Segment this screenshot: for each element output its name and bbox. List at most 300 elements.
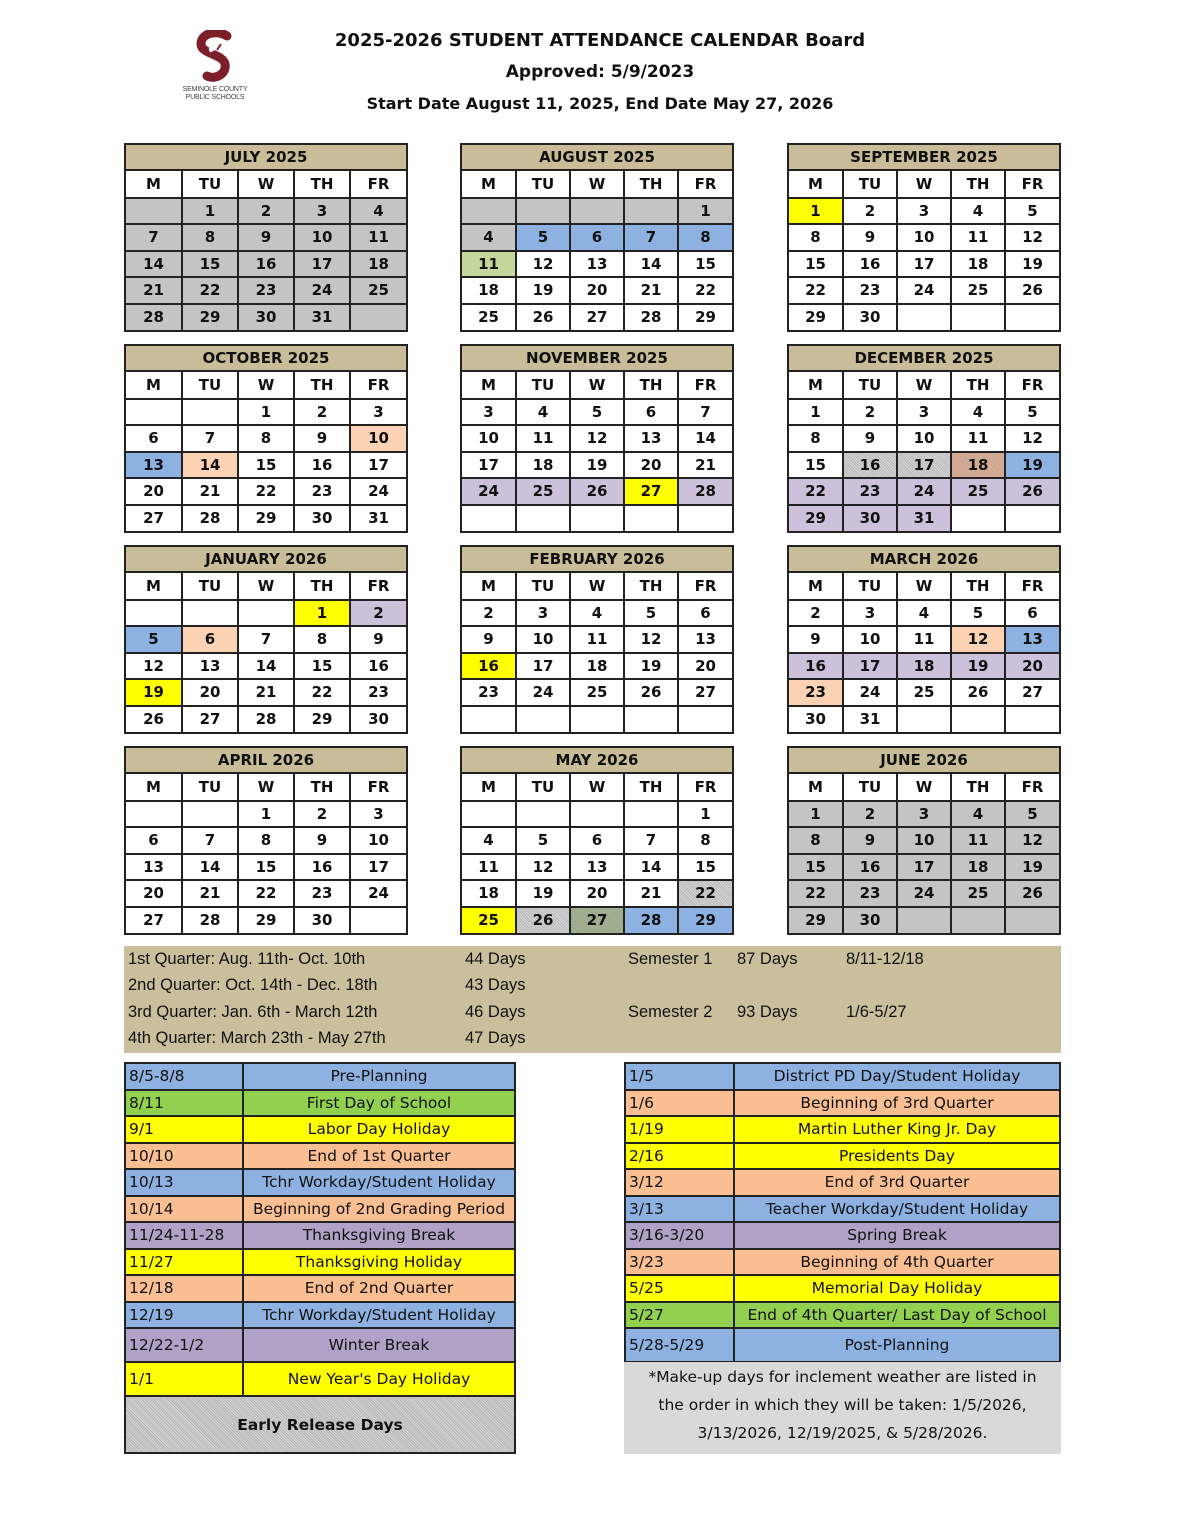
- legend-label: Beginning of 2nd Grading Period: [243, 1196, 515, 1223]
- quarter-days: 46 Days: [465, 1003, 526, 1021]
- empty-day-cell: [126, 198, 182, 225]
- empty-day-cell: [126, 801, 182, 828]
- day-cell: 6: [570, 224, 624, 251]
- day-cell: 28: [624, 304, 678, 331]
- legend-date: 2/16: [625, 1143, 734, 1170]
- legend-date: 1/19: [625, 1116, 734, 1143]
- day-cell: 4: [462, 827, 516, 854]
- day-cell: 14: [238, 653, 294, 680]
- weekday-header-row: [126, 573, 406, 600]
- legend-row: [625, 1169, 1060, 1196]
- empty-day-cell: [126, 600, 182, 627]
- day-cell: 30: [350, 706, 406, 733]
- day-cell: 16: [350, 653, 406, 680]
- legend-row: [125, 1116, 515, 1143]
- empty-day-cell: [1005, 304, 1059, 331]
- week-row: [462, 505, 732, 532]
- day-cell: 12: [624, 626, 678, 653]
- day-cell: 9: [843, 425, 897, 452]
- day-cell: 8: [789, 425, 843, 452]
- day-cell: 15: [678, 854, 732, 881]
- day-cell: 15: [789, 251, 843, 278]
- day-cell: 27: [624, 478, 678, 505]
- weekday-label: TH: [951, 171, 1005, 198]
- day-cell: 24: [516, 679, 570, 706]
- legend-date: 3/16-3/20: [625, 1222, 734, 1249]
- weekday-header-row: [789, 774, 1059, 801]
- empty-day-cell: [951, 304, 1005, 331]
- day-cell: 16: [294, 452, 350, 479]
- day-cell: 3: [843, 600, 897, 627]
- day-cell: 12: [516, 251, 570, 278]
- day-cell: 19: [126, 679, 182, 706]
- week-row: [126, 277, 406, 304]
- day-cell: 13: [126, 854, 182, 881]
- legend-row: [625, 1328, 1060, 1362]
- week-row: [462, 251, 732, 278]
- day-cell: 4: [951, 801, 1005, 828]
- week-row: [126, 224, 406, 251]
- day-cell: 3: [294, 198, 350, 225]
- day-cell: 18: [350, 251, 406, 278]
- empty-day-cell: [678, 706, 732, 733]
- empty-day-cell: [516, 198, 570, 225]
- day-cell: 15: [294, 653, 350, 680]
- day-cell: 15: [789, 452, 843, 479]
- day-cell: 1: [238, 801, 294, 828]
- week-row: [126, 304, 406, 331]
- weekday-label: TH: [951, 372, 1005, 399]
- day-cell: 30: [843, 907, 897, 934]
- day-cell: 2: [843, 399, 897, 426]
- month-title: DECEMBER 2025: [789, 346, 1059, 372]
- day-cell: 1: [789, 399, 843, 426]
- day-cell: 22: [238, 880, 294, 907]
- day-cell: 18: [462, 277, 516, 304]
- day-cell: 2: [843, 801, 897, 828]
- day-cell: 25: [951, 478, 1005, 505]
- empty-day-cell: [951, 706, 1005, 733]
- week-row: [462, 478, 732, 505]
- weekday-label: FR: [678, 171, 732, 198]
- weekday-header-row: [462, 372, 732, 399]
- legend-row: [625, 1302, 1060, 1329]
- day-cell: 20: [126, 880, 182, 907]
- weekday-label: W: [897, 171, 951, 198]
- day-cell: 1: [789, 801, 843, 828]
- day-cell: 6: [678, 600, 732, 627]
- legend-date: 10/14: [125, 1196, 243, 1223]
- weekday-label: TU: [843, 171, 897, 198]
- page-title: 2025-2026 STUDENT ATTENDANCE CALENDAR Board: [334, 30, 866, 51]
- day-cell: 21: [182, 478, 238, 505]
- day-cell: 21: [182, 880, 238, 907]
- day-cell: 26: [1005, 880, 1059, 907]
- legend-date: 12/22-1/2: [125, 1328, 243, 1362]
- day-cell: 15: [238, 854, 294, 881]
- day-cell: 25: [570, 679, 624, 706]
- day-cell: 26: [516, 907, 570, 934]
- weekday-label: FR: [1005, 171, 1059, 198]
- weekday-label: M: [462, 171, 516, 198]
- day-cell: 19: [1005, 251, 1059, 278]
- weekday-label: TH: [624, 171, 678, 198]
- empty-day-cell: [570, 198, 624, 225]
- week-row: [126, 907, 406, 934]
- week-row: [462, 452, 732, 479]
- day-cell: 14: [126, 251, 182, 278]
- day-cell: 20: [570, 277, 624, 304]
- day-cell: 10: [350, 827, 406, 854]
- quarter-days: 47 Days: [465, 1029, 526, 1047]
- day-cell: 13: [624, 425, 678, 452]
- empty-day-cell: [516, 801, 570, 828]
- day-cell: 27: [570, 907, 624, 934]
- weekday-label: W: [897, 774, 951, 801]
- weekday-label: TU: [182, 171, 238, 198]
- day-cell: 10: [294, 224, 350, 251]
- day-cell: 9: [843, 224, 897, 251]
- semester-range: 8/11-12/18: [846, 950, 924, 968]
- day-cell: 6: [126, 425, 182, 452]
- day-cell: 1: [294, 600, 350, 627]
- week-row: [126, 452, 406, 479]
- day-cell: 25: [516, 478, 570, 505]
- weekday-label: W: [570, 171, 624, 198]
- weekday-label: TU: [516, 372, 570, 399]
- weekday-header-row: [462, 774, 732, 801]
- day-cell: 16: [843, 251, 897, 278]
- seminole-s-apple-logo-icon: [193, 30, 237, 86]
- day-cell: 21: [238, 679, 294, 706]
- empty-day-cell: [126, 399, 182, 426]
- week-row: [789, 907, 1059, 934]
- weekday-label: FR: [1005, 372, 1059, 399]
- week-row: [789, 399, 1059, 426]
- day-cell: 11: [897, 626, 951, 653]
- week-row: [789, 251, 1059, 278]
- weekday-label: FR: [350, 573, 406, 600]
- week-row: [126, 679, 406, 706]
- week-row: [789, 801, 1059, 828]
- legend-label: Labor Day Holiday: [243, 1116, 515, 1143]
- week-row: [126, 399, 406, 426]
- day-cell: 12: [1005, 425, 1059, 452]
- day-cell: 9: [843, 827, 897, 854]
- legend-row: [125, 1275, 515, 1302]
- legend-label: Post-Planning: [734, 1328, 1060, 1362]
- day-cell: 17: [294, 251, 350, 278]
- legend-label: Pre-Planning: [243, 1063, 515, 1090]
- day-cell: 8: [678, 224, 732, 251]
- day-cell: 17: [843, 653, 897, 680]
- legend-date: 5/27: [625, 1302, 734, 1329]
- day-cell: 30: [789, 706, 843, 733]
- day-cell: 14: [182, 854, 238, 881]
- week-row: [789, 452, 1059, 479]
- day-cell: 3: [462, 399, 516, 426]
- legend-row: [125, 1169, 515, 1196]
- day-cell: 22: [789, 880, 843, 907]
- empty-day-cell: [570, 801, 624, 828]
- day-cell: 26: [951, 679, 1005, 706]
- legend-row: [625, 1116, 1060, 1143]
- day-cell: 23: [843, 880, 897, 907]
- day-cell: 22: [789, 478, 843, 505]
- day-cell: 18: [897, 653, 951, 680]
- day-cell: 27: [126, 505, 182, 532]
- weekday-label: M: [126, 774, 182, 801]
- day-cell: 28: [624, 907, 678, 934]
- weekday-label: W: [570, 573, 624, 600]
- legend-row: [125, 1143, 515, 1170]
- day-cell: 1: [678, 801, 732, 828]
- day-cell: 20: [1005, 653, 1059, 680]
- legend-date: 3/12: [625, 1169, 734, 1196]
- legend-label: End of 3rd Quarter: [734, 1169, 1060, 1196]
- month-title: JULY 2025: [126, 145, 406, 171]
- legend-label: New Year's Day Holiday: [243, 1362, 515, 1396]
- legend-label: Thanksgiving Holiday: [243, 1249, 515, 1276]
- day-cell: 30: [294, 505, 350, 532]
- week-row: [462, 600, 732, 627]
- week-row: [462, 880, 732, 907]
- month-title: APRIL 2026: [126, 748, 406, 774]
- empty-day-cell: [350, 304, 406, 331]
- month-title: OCTOBER 2025: [126, 346, 406, 372]
- weekday-label: W: [238, 573, 294, 600]
- day-cell: 16: [238, 251, 294, 278]
- day-cell: 19: [951, 653, 1005, 680]
- legend-date: 11/24-11-28: [125, 1222, 243, 1249]
- day-cell: 15: [789, 854, 843, 881]
- week-row: [126, 880, 406, 907]
- weekday-label: TH: [624, 774, 678, 801]
- district-logo: [180, 30, 250, 110]
- legend-row: [125, 1222, 515, 1249]
- weekday-label: TU: [516, 171, 570, 198]
- empty-day-cell: [238, 600, 294, 627]
- day-cell: 13: [1005, 626, 1059, 653]
- legend-label: End of 1st Quarter: [243, 1143, 515, 1170]
- day-cell: 5: [516, 224, 570, 251]
- weekday-label: W: [238, 372, 294, 399]
- day-cell: 17: [897, 251, 951, 278]
- day-cell: 17: [516, 653, 570, 680]
- week-row: [789, 679, 1059, 706]
- day-cell: 11: [951, 224, 1005, 251]
- day-cell: 14: [624, 251, 678, 278]
- day-cell: 25: [350, 277, 406, 304]
- day-cell: 5: [951, 600, 1005, 627]
- day-cell: 14: [678, 425, 732, 452]
- day-cell: 5: [516, 827, 570, 854]
- month-title: SEPTEMBER 2025: [789, 145, 1059, 171]
- weekday-label: M: [789, 171, 843, 198]
- day-cell: 24: [897, 277, 951, 304]
- empty-day-cell: [350, 907, 406, 934]
- week-row: [462, 854, 732, 881]
- week-row: [789, 505, 1059, 532]
- week-row: [126, 827, 406, 854]
- day-cell: 18: [951, 854, 1005, 881]
- legend-date: 1/6: [625, 1090, 734, 1117]
- day-cell: 26: [126, 706, 182, 733]
- day-cell: 24: [350, 478, 406, 505]
- day-cell: 4: [570, 600, 624, 627]
- weekday-label: FR: [678, 774, 732, 801]
- logo-text-line2: PUBLIC SCHOOLS: [185, 94, 245, 101]
- legend-row: [125, 1249, 515, 1276]
- day-cell: 31: [350, 505, 406, 532]
- early-release-label: Early Release Days: [125, 1396, 515, 1453]
- day-cell: 3: [350, 801, 406, 828]
- weekday-label: W: [897, 573, 951, 600]
- legend-label: Presidents Day: [734, 1143, 1060, 1170]
- note-line-2: the order in which they will be taken: 1/5/2026,: [658, 1396, 1027, 1414]
- weekday-label: M: [789, 573, 843, 600]
- weekday-header-row: [126, 171, 406, 198]
- weekday-label: W: [238, 171, 294, 198]
- month-september-2025: [787, 143, 1061, 332]
- legend-row: [625, 1222, 1060, 1249]
- weekday-label: TU: [843, 573, 897, 600]
- day-cell: 8: [182, 224, 238, 251]
- week-row: [462, 653, 732, 680]
- weekday-label: FR: [350, 372, 406, 399]
- day-cell: 6: [570, 827, 624, 854]
- day-cell: 14: [182, 452, 238, 479]
- legend-label: Winter Break: [243, 1328, 515, 1362]
- legend-row: [625, 1090, 1060, 1117]
- weekday-label: FR: [678, 372, 732, 399]
- day-cell: 13: [570, 251, 624, 278]
- day-cell: 2: [843, 198, 897, 225]
- day-cell: 31: [843, 706, 897, 733]
- day-cell: 19: [516, 880, 570, 907]
- day-cell: 29: [789, 907, 843, 934]
- legend-date: 1/1: [125, 1362, 243, 1396]
- empty-day-cell: [624, 706, 678, 733]
- day-cell: 31: [294, 304, 350, 331]
- day-cell: 4: [516, 399, 570, 426]
- day-cell: 25: [462, 304, 516, 331]
- day-cell: 10: [897, 827, 951, 854]
- week-row: [126, 600, 406, 627]
- day-cell: 25: [951, 880, 1005, 907]
- week-row: [462, 224, 732, 251]
- legend-date: 8/5-8/8: [125, 1063, 243, 1090]
- week-row: [126, 425, 406, 452]
- weekday-label: TH: [951, 573, 1005, 600]
- empty-day-cell: [462, 505, 516, 532]
- day-cell: 11: [462, 854, 516, 881]
- day-cell: 17: [350, 854, 406, 881]
- day-cell: 17: [897, 452, 951, 479]
- day-cell: 20: [126, 478, 182, 505]
- day-cell: 10: [462, 425, 516, 452]
- week-row: [789, 478, 1059, 505]
- empty-day-cell: [897, 304, 951, 331]
- weekday-label: W: [897, 372, 951, 399]
- day-cell: 25: [897, 679, 951, 706]
- day-cell: 4: [951, 399, 1005, 426]
- day-cell: 4: [897, 600, 951, 627]
- legend-date: 10/13: [125, 1169, 243, 1196]
- day-cell: 29: [294, 706, 350, 733]
- month-march-2026: [787, 545, 1061, 734]
- day-cell: 28: [238, 706, 294, 733]
- week-row: [789, 827, 1059, 854]
- weekday-label: TH: [624, 372, 678, 399]
- day-cell: 2: [350, 600, 406, 627]
- day-cell: 24: [843, 679, 897, 706]
- empty-day-cell: [624, 801, 678, 828]
- empty-day-cell: [462, 801, 516, 828]
- makeup-days-note: [624, 1362, 1061, 1454]
- weekday-label: M: [126, 372, 182, 399]
- start-end-dates: Start Date August 11, 2025, End Date May 27, 2026: [366, 94, 834, 113]
- day-cell: 27: [182, 706, 238, 733]
- weekday-header-row: [789, 372, 1059, 399]
- day-cell: 29: [238, 907, 294, 934]
- weekday-header-row: [462, 573, 732, 600]
- day-cell: 8: [294, 626, 350, 653]
- day-cell: 16: [843, 854, 897, 881]
- legend-row: [125, 1063, 515, 1090]
- day-cell: 1: [789, 198, 843, 225]
- week-row: [462, 679, 732, 706]
- day-cell: 30: [843, 505, 897, 532]
- weekday-label: M: [789, 372, 843, 399]
- legend-label: Beginning of 3rd Quarter: [734, 1090, 1060, 1117]
- day-cell: 26: [1005, 277, 1059, 304]
- day-cell: 23: [462, 679, 516, 706]
- empty-day-cell: [951, 907, 1005, 934]
- day-cell: 20: [182, 679, 238, 706]
- day-cell: 22: [678, 277, 732, 304]
- day-cell: 30: [238, 304, 294, 331]
- empty-day-cell: [1005, 907, 1059, 934]
- weekday-label: TH: [294, 573, 350, 600]
- legend-row: [125, 1362, 515, 1396]
- month-title: NOVEMBER 2025: [462, 346, 732, 372]
- empty-day-cell: [462, 198, 516, 225]
- week-row: [462, 827, 732, 854]
- month-august-2025: [460, 143, 734, 332]
- weekday-header-row: [126, 372, 406, 399]
- day-cell: 28: [182, 505, 238, 532]
- day-cell: 1: [182, 198, 238, 225]
- day-cell: 30: [294, 907, 350, 934]
- weekday-label: FR: [678, 573, 732, 600]
- day-cell: 20: [624, 452, 678, 479]
- day-cell: 22: [238, 478, 294, 505]
- week-row: [126, 198, 406, 225]
- week-row: [789, 626, 1059, 653]
- day-cell: 18: [516, 452, 570, 479]
- legend-row: [125, 1302, 515, 1329]
- quarter-days: 43 Days: [465, 976, 526, 994]
- day-cell: 22: [182, 277, 238, 304]
- week-row: [789, 600, 1059, 627]
- day-cell: 23: [238, 277, 294, 304]
- month-april-2026: [124, 746, 408, 935]
- day-cell: 18: [462, 880, 516, 907]
- legend-label: First Day of School: [243, 1090, 515, 1117]
- week-row: [789, 198, 1059, 225]
- legend-date: 3/13: [625, 1196, 734, 1223]
